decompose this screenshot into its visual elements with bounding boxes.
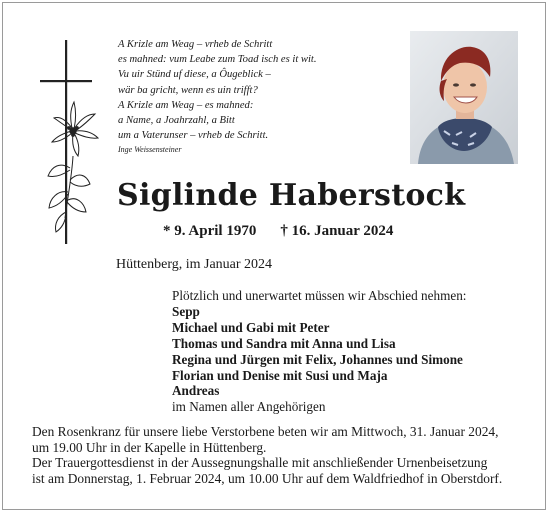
poem-line: a Name, a Joahrzahl, a Bitt (118, 115, 235, 127)
portrait-photo (410, 31, 518, 164)
service-line: Der Trauergottesdienst in der Aussegnungshalle mit anschließender Urnenbeisetzung (32, 455, 488, 471)
life-dates (163, 222, 393, 240)
mourner-line: Florian und Denise mit Susi und Maja (172, 367, 388, 383)
place-and-date: Hüttenberg, im Januar 2024 (116, 257, 273, 272)
mourner-line: Andreas (172, 383, 220, 399)
death-date: † 16. Januar 2024 (280, 223, 394, 239)
service-information (32, 424, 522, 486)
poem-line: A Krizle am Weag – es mahned: (118, 99, 254, 111)
service-line: um 19.00 Uhr in der Kapelle in Hüttenberg. (32, 439, 267, 455)
service-line: ist am Donnerstag, 1. Februar 2024, um 10.00 Uhr auf dem Waldfriedhof in Oberstdorf. (32, 470, 503, 486)
poem-author: Inge Weissensteiner (118, 145, 182, 155)
cross-horizontal-beam (40, 80, 92, 82)
birth-date: * 9. April 1970 (163, 223, 257, 239)
service-line: Den Rosenkranz für unsere liebe Verstorbene beten wir am Mittwoch, 31. Januar 2024, (32, 424, 499, 439)
cross-edelweiss-illustration (32, 40, 106, 244)
announcement-lead: Plötzlich und unerwartet müssen wir Abschied nehmen: (172, 288, 467, 303)
poem-line: um a Vaterunser – vrheb de Schritt. (118, 130, 269, 142)
poem-line: A Krizle am Weag – vrheb de Schritt (118, 39, 273, 50)
poem-block (118, 37, 408, 155)
poem-line: wär ba gricht, wenn es uin trifft? (118, 84, 258, 96)
mourner-line: Sepp (172, 303, 200, 319)
edelweiss-icon (48, 102, 98, 232)
mourners-closing: im Namen aller Angehörigen (172, 399, 326, 415)
poem-line: Vu uir Stünd uf diese, a Ôugeblick – (118, 69, 271, 81)
mourner-line: Thomas und Sandra mit Anna und Lisa (172, 335, 396, 351)
mourner-line: Regina und Jürgen mit Felix, Johannes und Simone (172, 351, 463, 367)
mourners-block (172, 288, 466, 415)
deceased-name: Siglinde Haberstock (117, 178, 466, 213)
mourner-line: Michael und Gabi mit Peter (172, 319, 330, 335)
poem-line: es mahned: vum Leabe zum Toad isch es it wit. (118, 54, 317, 66)
